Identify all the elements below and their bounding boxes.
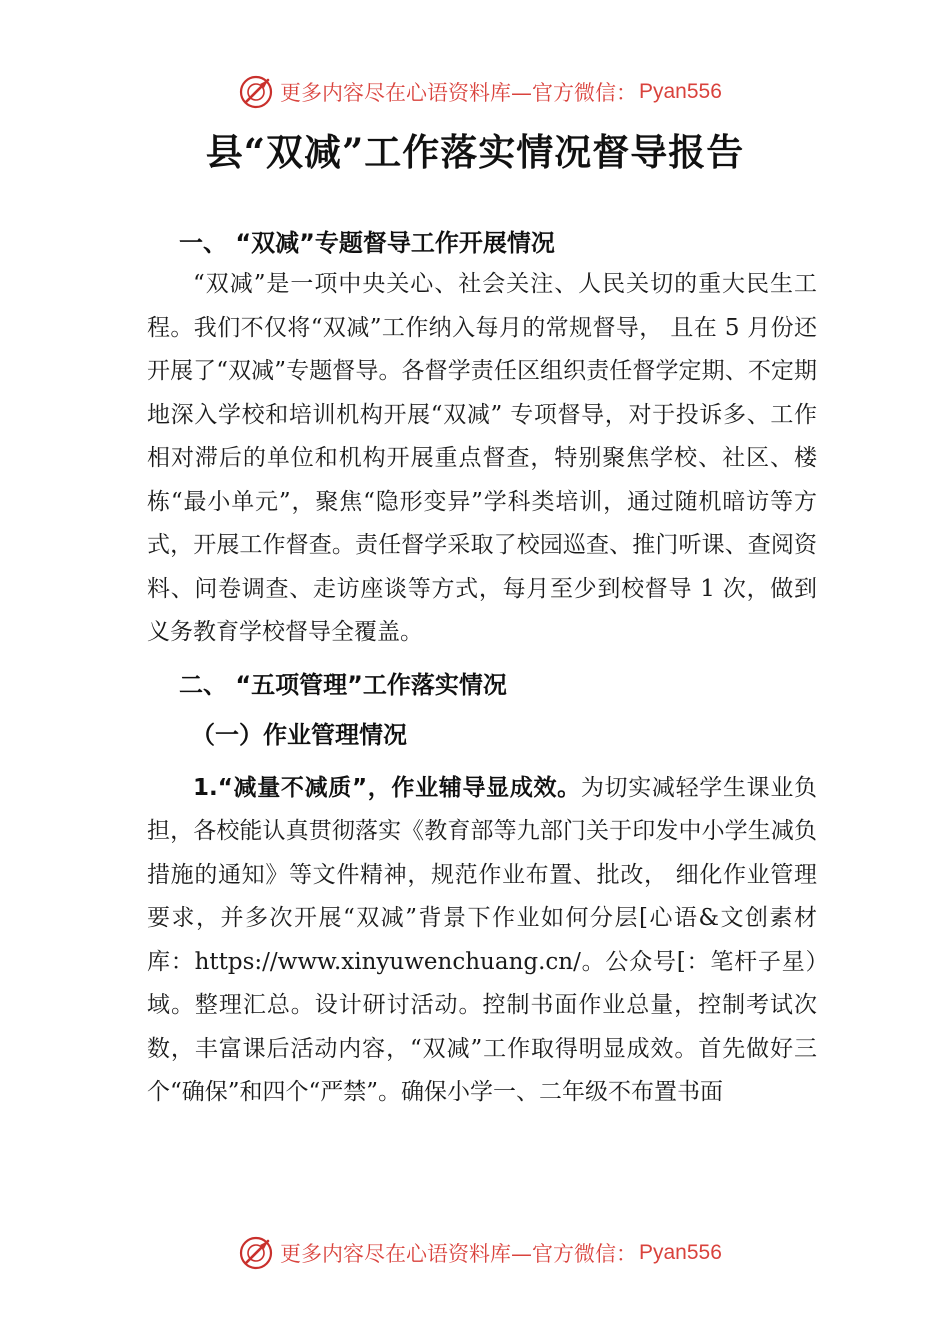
paragraph-lead: 1.“减量不减质”，作业辅导显成效。 [193,774,581,801]
section-1-heading: 一、 “双减”专题督导工作开展情况 [179,229,555,257]
subsection-1-heading: （一）作业管理情况 [191,720,407,749]
section-2-paragraph [147,767,817,1115]
section-1-paragraph: “双减”是一项中央关心、社会关注、人民关切的重大民生工程。我们不仅将“双减”工作纳入每月的常规督导， 且在 5 月份还开展了“双减”专题督导。各督学责任区组织责任督学定期、不定期地深入学校和培训机构开展“双减” 专项督导，对于投诉多、工作相对滞后的单位和机构开展重点督查，特别聚焦学校、社区、楼栋“最小单元”，聚焦“隐形变异”学科类培训，通过随机暗访等方式，开展工作督查。责任督学采取了校园巡查、推门听课、查阅资料、问卷调查、走访座谈等方式，每月至少到校督导 1 次，做到义务教育学校督导全覆盖。 [147,271,817,645]
section-2-heading: 二、 “五项管理”工作落实情况 [179,670,507,699]
watermark-text: 更多内容尽在心语资料库—官方微信： [280,81,637,105]
header-watermark [238,72,722,112]
watermark-text: 更多内容尽在心语资料库—官方微信： [280,1242,637,1266]
watermark-contact: Pyan556 [639,80,722,103]
brand-logo-icon [238,1235,274,1271]
brand-logo-icon [238,74,274,110]
watermark-contact: Pyan556 [639,1241,722,1264]
footer-watermark [238,1233,722,1273]
paragraph-body: 为切实减轻学生课业负担，各校能认真贯彻落实《教育部等九部门关于印发中小学生减负措施的通知》等文件精神，规范作业布置、批改， 细化作业管理要求，并多次开展“双减”背景下作业如何分层[心语&文创素材库：https://www.xinyuwenchuang.cn/。公众号[：笔杆子星）域。整理汇总。设计研讨活动。控制书面作业总量，控制考试次数，丰富课后活动内容，“双减”工作取得明显成效。首先做好三个“确保”和四个“严禁”。确保小学一、二年级不布置书面 [147,774,818,1105]
document-title: 县“双减”工作落实情况督导报告 [205,130,745,174]
document-body [147,223,817,1115]
